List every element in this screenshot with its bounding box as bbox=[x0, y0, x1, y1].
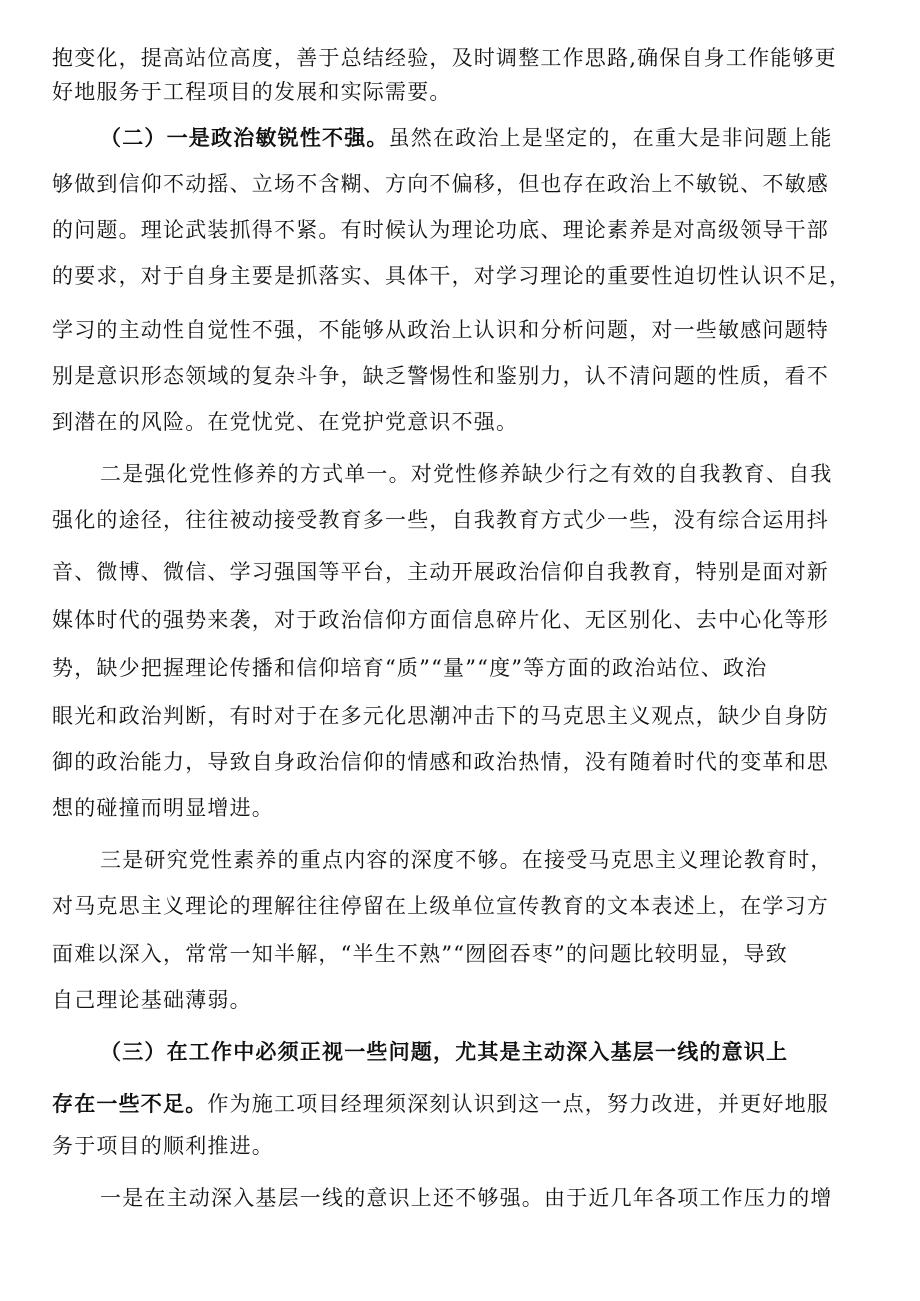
paragraph-line: 想的碰撞而明显增进。 bbox=[52, 796, 274, 820]
paragraph-line bbox=[52, 1090, 829, 1118]
paragraph-line: 眼光和政治判断，有时对于在多元化思潮冲击下的马克思主义观点，缺少自身防 bbox=[52, 704, 829, 728]
paragraph-line: 的问题。理论武装抓得不紧。有时候认为理论功底、理论素养是对高级领导干部 bbox=[52, 218, 829, 242]
paragraph-line: 音、微博、微信、学习强国等平台，主动开展政治信仰自我教育，特别是面对新 bbox=[52, 560, 829, 584]
paragraph-line: 一是在主动深入基层一线的意识上还不够强。由于近几年各项工作压力的增 bbox=[100, 1186, 833, 1210]
section-heading: （二）一是政治敏锐性不强。 bbox=[100, 126, 389, 150]
paragraph-line: 面难以深入，常常一知半解，“半生不熟”“囫囵吞枣”的问题比较明显，导致 bbox=[52, 942, 788, 966]
paragraph-line: 到潜在的风险。在党忧党、在党护党意识不强。 bbox=[52, 410, 519, 434]
paragraph-line: 够做到信仰不动摇、立场不含糊、方向不偏移，但也存在政治上不敏锐、不敏感 bbox=[52, 172, 829, 196]
paragraph-line: 务于项目的顺利推进。 bbox=[52, 1134, 274, 1158]
section-heading: （三）在工作中必须正视一些问题，尤其是主动深入基层一线的意识上 bbox=[100, 1040, 789, 1064]
paragraph-first-line bbox=[100, 124, 833, 152]
paragraph-line: 媒体时代的强势来袭，对于政治信仰方面信息碎片化、无区别化、去中心化等形 bbox=[52, 608, 829, 632]
paragraph-line: 自己理论基础薄弱。 bbox=[52, 988, 252, 1012]
paragraph-line: 御的政治能力，导致自身政治信仰的情感和政治热情，没有随着时代的变革和思 bbox=[52, 750, 829, 774]
paragraph-line: 学习的主动性自觉性不强，不能够从政治上认识和分析问题，对一些敏感问题特 bbox=[52, 318, 829, 342]
paragraph-line: 强化的途径，往往被动接受教育多一些，自我教育方式少一些，没有综合运用抖 bbox=[52, 508, 829, 532]
paragraph-line: 势，缺少把握理论传播和信仰培育“质”“量”“度”等方面的政治站位、政治 bbox=[52, 656, 768, 680]
paragraph-text: 虽然在政治上是坚定的，在重大是非问题上能 bbox=[388, 126, 833, 150]
paragraph-line: 抱变化，提高站位高度，善于总结经验，及时调整工作思路,确保自身工作能够更 bbox=[52, 46, 837, 70]
paragraph-line: 好地服务于工程项目的发展和实际需要。 bbox=[52, 80, 452, 104]
paragraph-line: 三是研究党性素养的重点内容的深度不够。在接受马克思主义理论教育时， bbox=[100, 848, 833, 872]
paragraph-line: 别是意识形态领域的复杂斗争，缺乏警惕性和鉴别力，认不清问题的性质，看不 bbox=[52, 364, 829, 388]
paragraph-text: 作为施工项目经理须深刻认识到这一点，努力改进，并更好地服 bbox=[207, 1092, 830, 1116]
paragraph-line: 对马克思主义理论的理解往往停留在上级单位宣传教育的文本表述上，在学习方 bbox=[52, 894, 829, 918]
paragraph-line: 二是强化党性修养的方式单一。对党性修养缺少行之有效的自我教育、自我 bbox=[100, 462, 833, 486]
paragraph-line: 的要求，对于自身主要是抓落实、具体干，对学习理论的重要性迫切性认识不足， bbox=[52, 264, 852, 288]
section-heading-continued: 存在一些不足。 bbox=[52, 1092, 208, 1116]
